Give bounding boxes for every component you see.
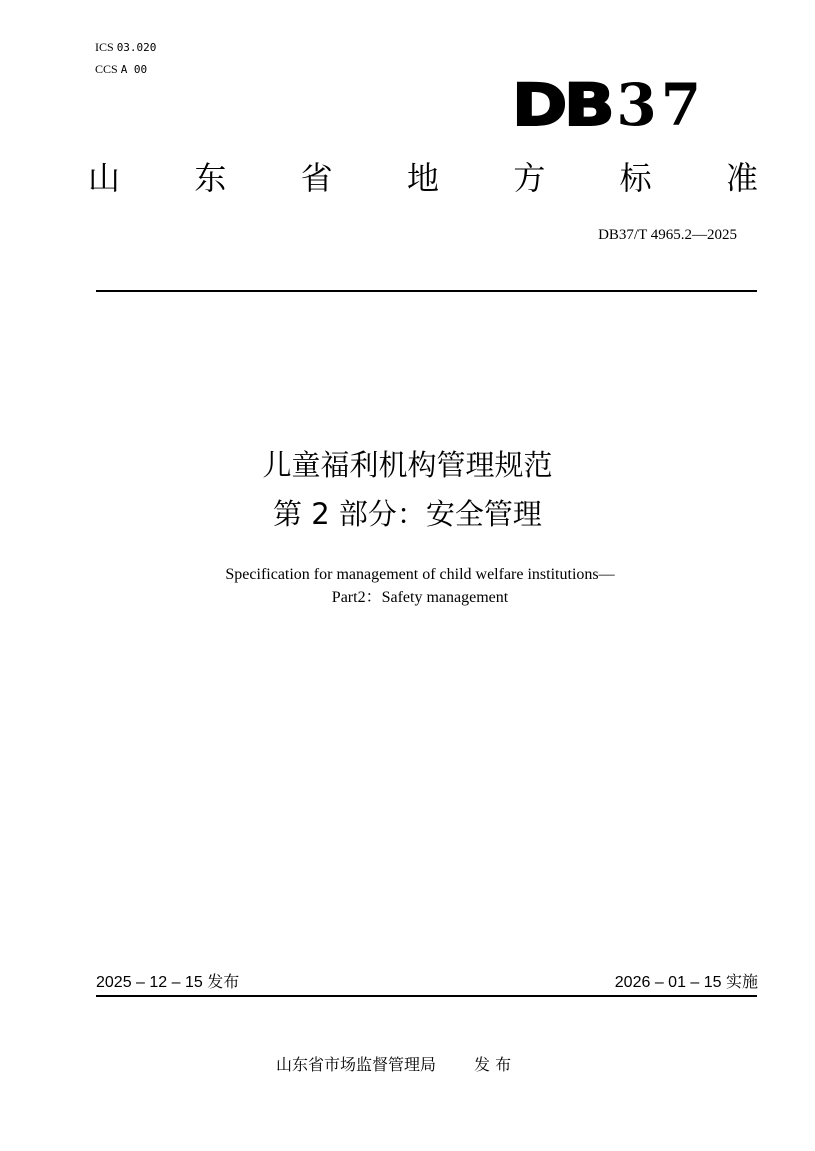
bottom-divider <box>96 995 757 997</box>
chinese-title-line-2: 第 2 部分：安全管理 <box>273 497 542 531</box>
issuer-action: 发 布 <box>474 1055 512 1074</box>
issuer-name: 山东省市场监督管理局 <box>276 1055 437 1074</box>
english-title-line-1: Specification for management of child welfare institutions— <box>225 566 615 583</box>
ccs-label: CCS <box>95 62 118 76</box>
standard-type-char: 东 <box>194 159 227 197</box>
issue-date: 2025 – 12 – 15 发布 <box>96 974 240 991</box>
standard-type-char: 标 <box>619 159 652 197</box>
english-title-line-2: Part2：Safety management <box>331 589 509 606</box>
standard-type-char: 准 <box>725 159 758 197</box>
logo-letters: DB <box>512 71 612 139</box>
standard-type-char: 省 <box>300 159 333 197</box>
logo-number: 37 <box>616 71 706 139</box>
ccs-code <box>95 62 147 77</box>
standard-number: DB37/T 4965.2—2025 <box>598 227 737 243</box>
ics-label: ICS <box>95 40 114 54</box>
issuer-line <box>276 1055 511 1075</box>
ics-number: 03.020 <box>116 41 157 54</box>
standard-type-char: 方 <box>513 159 546 197</box>
implementation-date: 2026 – 01 – 15 实施 <box>614 974 758 991</box>
chinese-title-line-1: 儿童福利机构管理规范 <box>262 448 553 482</box>
top-divider <box>96 290 757 292</box>
db37-logo <box>512 70 706 139</box>
ccs-number: A 00 <box>120 63 148 76</box>
standard-type-heading <box>88 158 758 198</box>
standard-type-char: 地 <box>406 159 439 197</box>
standard-type-char: 山 <box>88 159 121 197</box>
ics-code <box>95 40 156 55</box>
